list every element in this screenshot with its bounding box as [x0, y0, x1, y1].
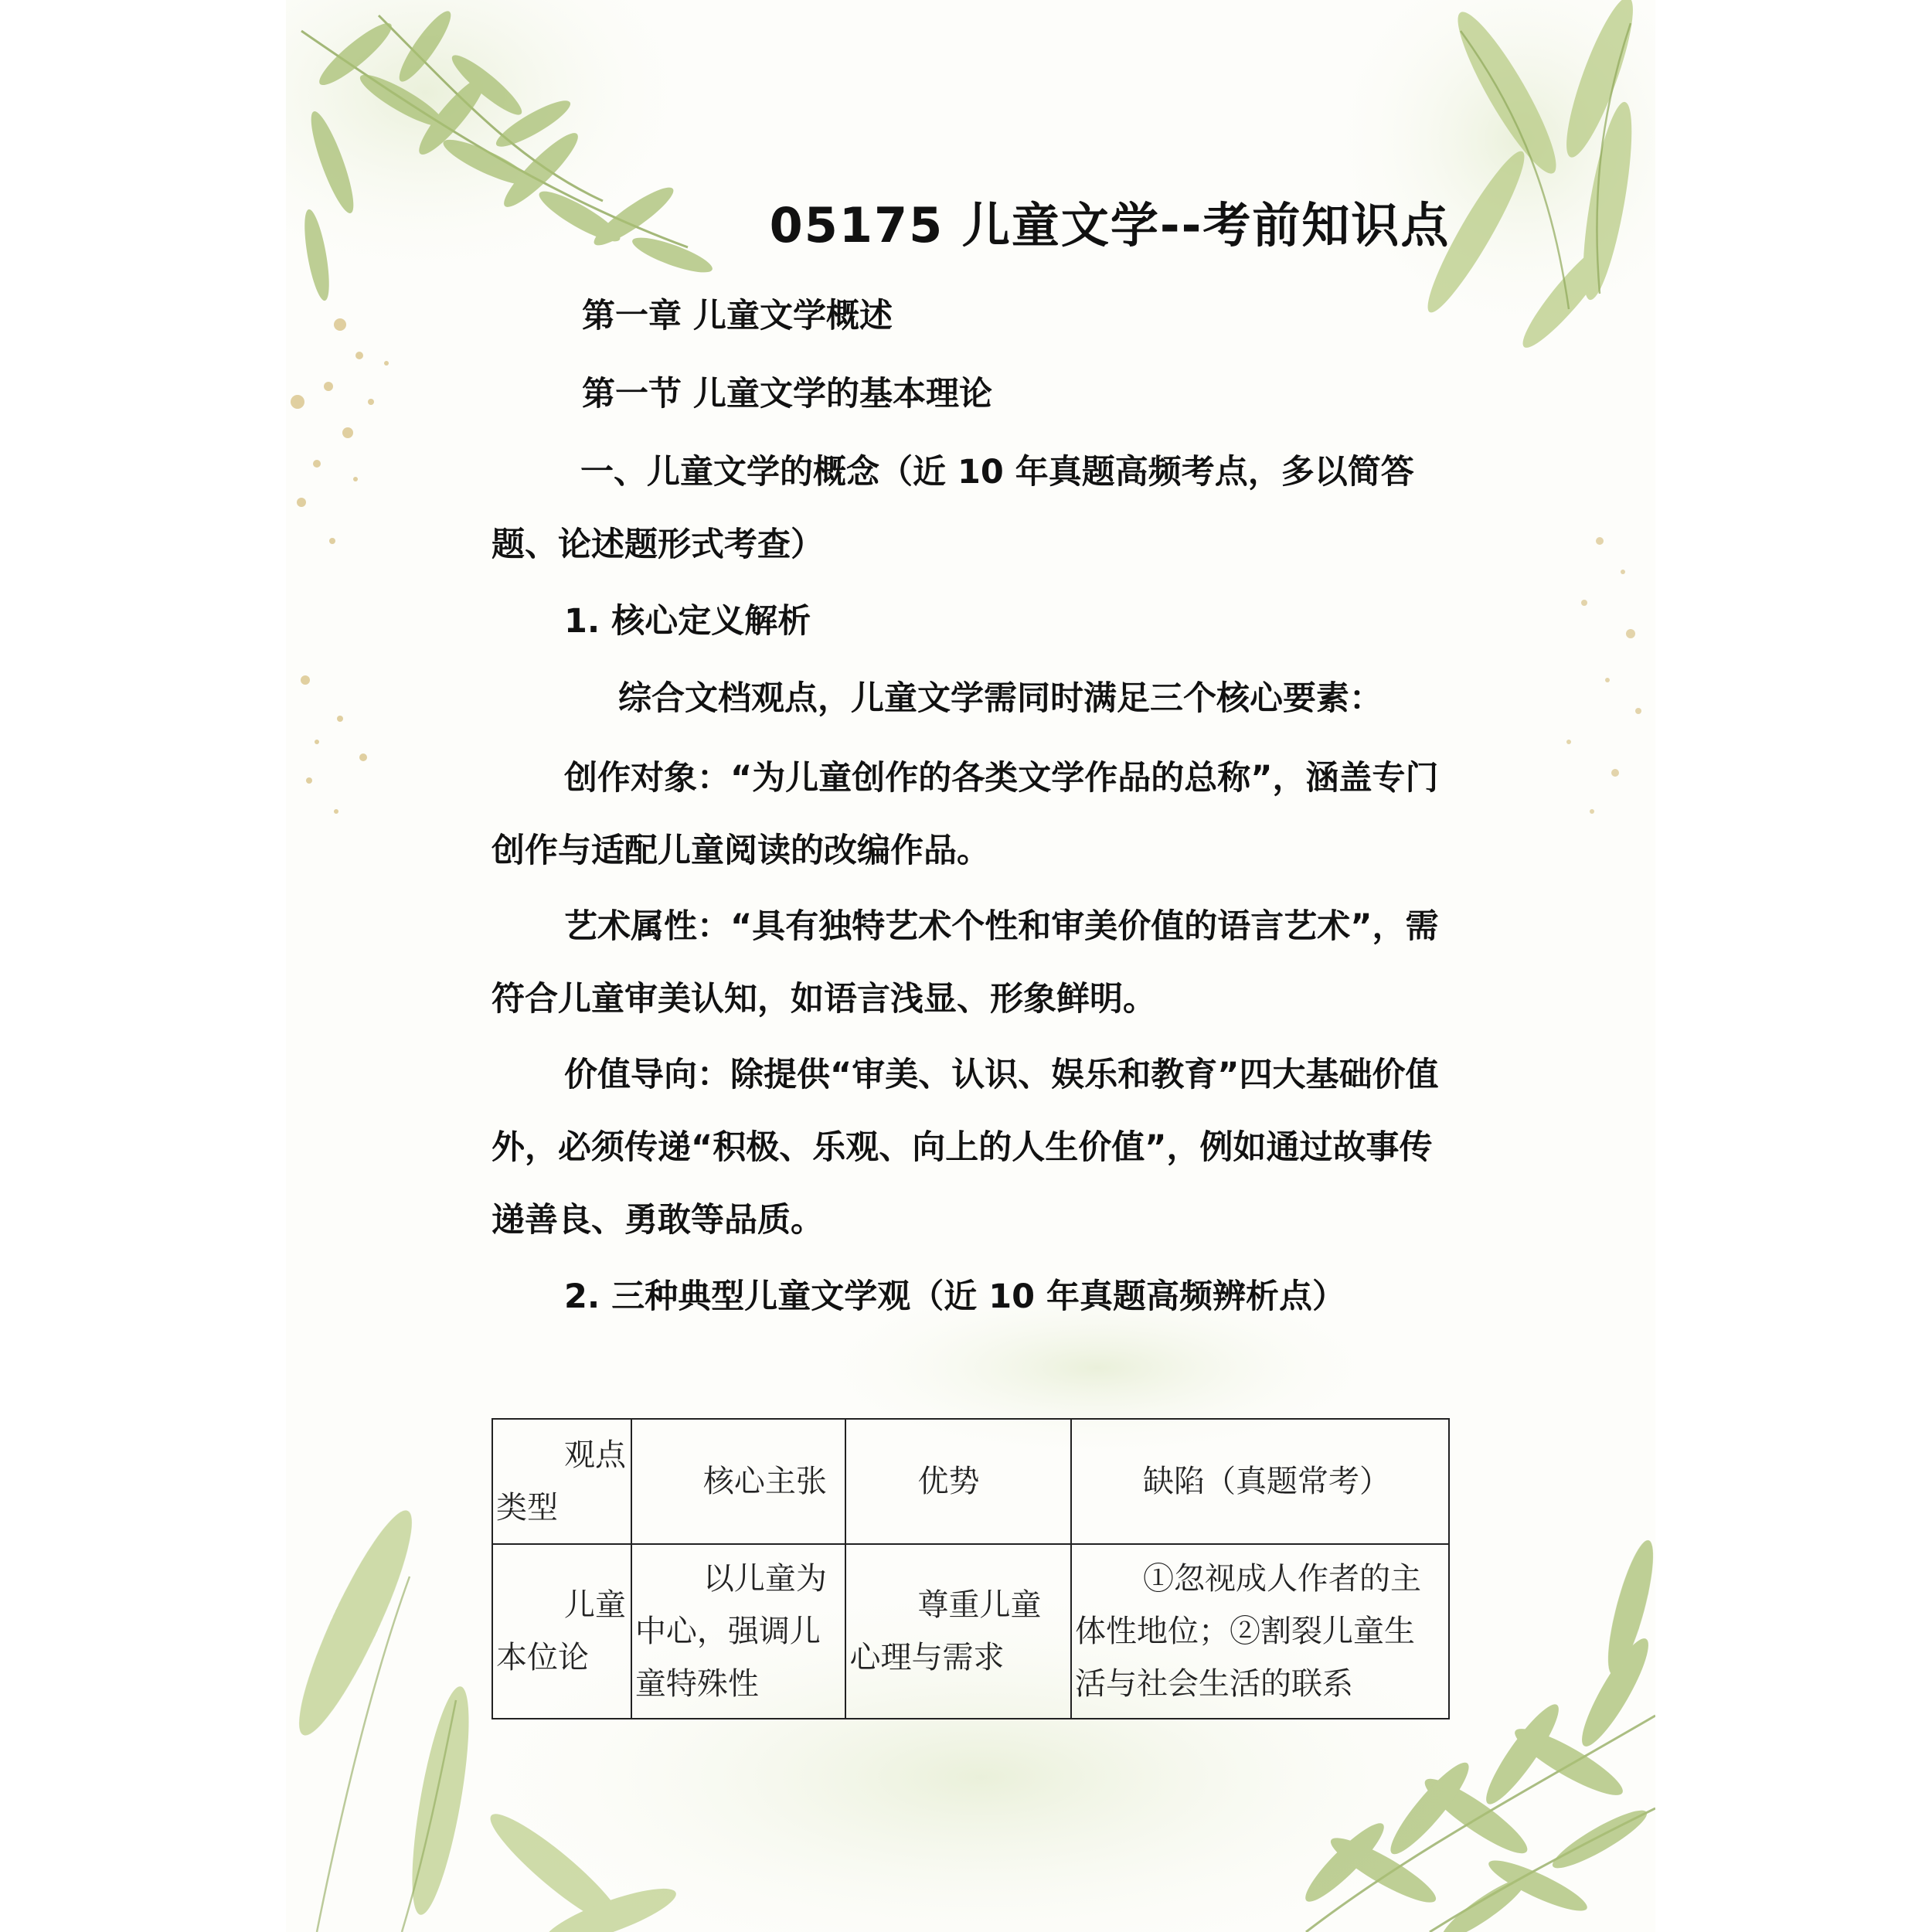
- table-cell: 以儿童为中心，强调儿童特殊性: [631, 1544, 846, 1719]
- table-header-cell: 核心主张: [631, 1419, 846, 1544]
- section-heading: 第一节 儿童文学的基本理论: [582, 375, 992, 413]
- concept-heading: 一、儿童文学的概念（近 10 年真题高频考点，多以简答题、论述题形式考查）: [492, 453, 1414, 564]
- document-page: [286, 0, 1655, 1932]
- artistic-attribute-paragraph: 艺术属性：“具有独特艺术个性和审美价值的语言艺术”，需符合儿童审美认知，如语言浅显、形象鲜明。: [492, 907, 1439, 1019]
- table-header-cell: 缺陷（真题常考）: [1071, 1419, 1449, 1544]
- table-cell: 尊重儿童心理与需求: [845, 1544, 1071, 1719]
- value-orientation-paragraph: 价值导向：除提供“审美、认识、娱乐和教育”四大基础价值外，必须传递“积极、乐观、向上的人生价值”，例如通过故事传递善良、勇敢等品质。: [492, 1056, 1439, 1240]
- table-header-cell: 观点类型: [492, 1419, 631, 1544]
- table-cell: 儿童本位论: [492, 1544, 631, 1719]
- table-cell: ①忽视成人作者的主体性地位；②割裂儿童生活与社会生活的联系: [1071, 1544, 1449, 1719]
- intro-paragraph: 综合文档观点，儿童文学需同时满足三个核心要素：: [618, 679, 1383, 718]
- table-row: [492, 1544, 1449, 1719]
- creation-object-paragraph: 创作对象：“为儿童创作的各类文学作品的总称”，涵盖专门创作与适配儿童阅读的改编作品。: [492, 759, 1439, 870]
- page-title: 05175 儿童文学--考前知识点: [769, 197, 1451, 253]
- core-definition-heading: 1. 核心定义解析: [564, 602, 811, 641]
- table-header-cell: 优势: [845, 1419, 1071, 1544]
- document-body: [286, 0, 1655, 1932]
- literature-views-heading: 2. 三种典型儿童文学观（近 10 年真题高频辨析点）: [564, 1277, 1346, 1316]
- chapter-heading: 第一章 儿童文学概述: [582, 297, 893, 335]
- literature-views-table: [492, 1418, 1450, 1719]
- table-header-row: [492, 1419, 1449, 1544]
